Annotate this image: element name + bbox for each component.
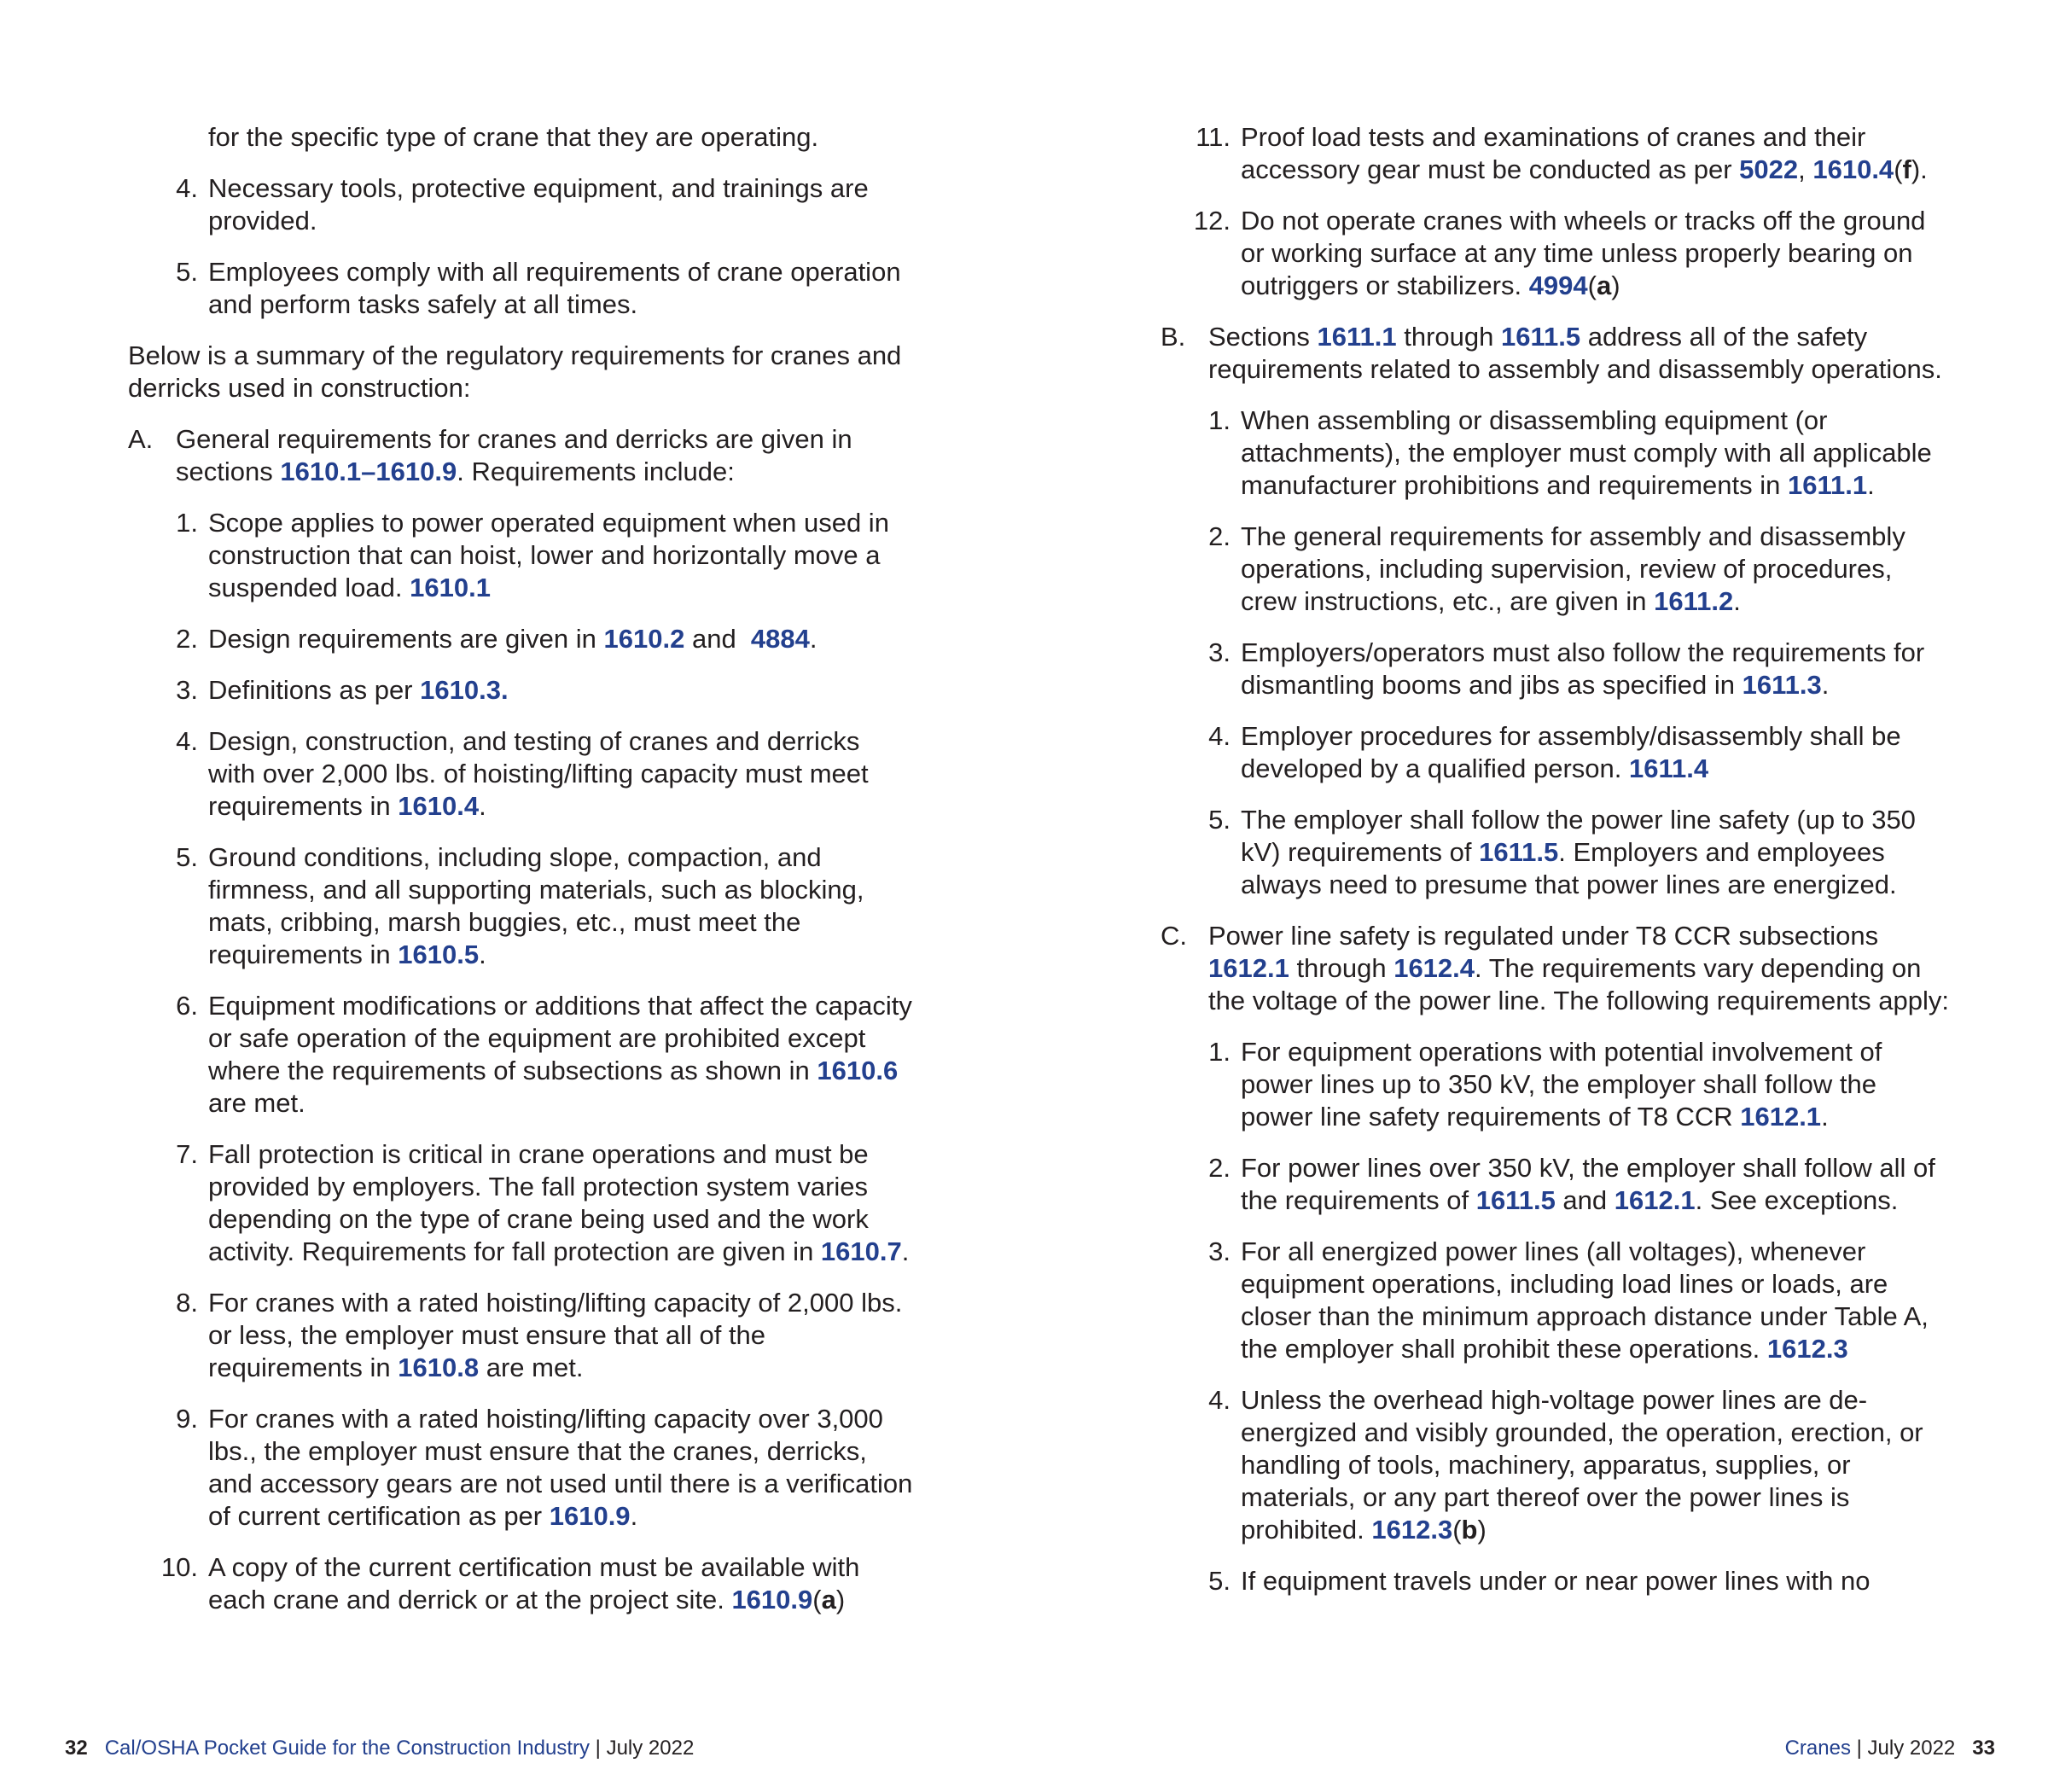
regulation-link[interactable]: 1610.4 [398, 791, 480, 821]
section-a-heading: A. General requirements for cranes and derricks are given in sections 1610.1–1610.9. Requirements include: [128, 424, 852, 486]
list-item: 4. Design, construction, and testing of cranes and derricks with over 2,000 lbs. of hoisting/lifting capacity must meet requirements in 1610.4. [176, 726, 869, 821]
publication-title: Cal/OSHA Pocket Guide for the Construction Industry [104, 1737, 590, 1760]
list-item: 5. The employer shall follow the power line safety (up to 350 kV) requirements of 1611.5. Employers and employees always need to presume that power lines are energized. [1208, 805, 1916, 899]
regulation-link[interactable]: 1612.4 [1393, 953, 1475, 983]
item-number: 7. [176, 1139, 198, 1169]
right-column [1161, 121, 1954, 1616]
list-item: 4. Unless the overhead high-voltage power lines are de-energized and visibly grounded, the operation, erection, or handling of tools, machinery, apparatus, supplies, or materials, or any part thereof over the power lines is prohibited. 1612.3(b) [1208, 1385, 1923, 1545]
list-item: 3. Employers/operators must also follow the requirements for dismantling booms and jibs as specified in 1611.3. [1208, 637, 1925, 700]
regulation-link[interactable]: 1611.5 [1475, 1185, 1556, 1215]
item-number: 4. [176, 726, 198, 756]
item-number: 1. [1208, 1037, 1231, 1067]
section-c-heading: C. Power line safety is regulated under T8 CCR subsections 1612.1 through 1612.4. The requirements vary depending on the voltage of the power line. The following requirements apply: [1161, 921, 1949, 1015]
item-number: 9. [176, 1404, 198, 1434]
list-item: 5. Ground conditions, including slope, compaction, and firmness, and all supporting materials, such as blocking, mats, cribbing, marsh buggies, etc., must meet the requirements in 1610.5. [176, 842, 864, 969]
section-letter: C. [1161, 921, 1187, 951]
item-number: 4. [1208, 1385, 1231, 1415]
regulation-link[interactable]: 4884 [750, 624, 810, 654]
regulation-link[interactable]: 5022 [1739, 154, 1799, 184]
list-item-continuation [128, 121, 913, 154]
list-item: 4. Employer procedures for assembly/disassembly shall be developed by a qualified person. 1611.4 [1208, 721, 1901, 783]
item-number: 12. [1193, 206, 1231, 236]
list-item: 3. Definitions as per 1610.3. [176, 675, 509, 705]
item-number: 11. [1196, 122, 1231, 152]
regulation-link[interactable]: 1612.3 [1766, 1334, 1848, 1364]
regulation-link[interactable]: 1610.1 [410, 573, 491, 602]
regulation-link[interactable]: 1612.1 [1208, 953, 1289, 983]
item-text: Employees comply with all requirements of crane operation and perform tasks safely at all times. [208, 257, 901, 319]
item-number: 1. [176, 508, 198, 538]
list-item: 2. For power lines over 350 kV, the employer shall follow all of the requirements of 1611.5 and 1612.1. See exceptions. [1208, 1153, 1935, 1215]
list-item: 1. For equipment operations with potential involvement of power lines up to 350 kV, the employer shall follow the power line safety requirements of T8 CCR 1612.1. [1208, 1037, 1882, 1132]
list-item: 6. Equipment modifications or additions that affect the capacity or safe operation of the equipment are prohibited except where the requirements of subsections as shown in 1610.6 are met. [176, 991, 912, 1118]
item-text: Necessary tools, protective equipment, and trainings are provided. [208, 173, 869, 236]
item-number: 8. [176, 1288, 198, 1318]
item-number: 2. [1208, 521, 1231, 551]
section-b-heading: B. Sections 1611.1 through 1611.5 address all of the safety requirements related to assembly and disassembly operations. [1161, 322, 1942, 384]
item-number: 5. [176, 257, 198, 287]
list-item [128, 256, 913, 321]
regulation-link[interactable]: 1612.3 [1371, 1515, 1453, 1545]
list-item: 1. When assembling or disassembling equipment (or attachments), the employer must comply with all applicable manufacturer prohibitions and requirements in 1611.1. [1208, 405, 1932, 500]
regulation-link[interactable]: 1610.4 [1812, 154, 1894, 184]
page-number: 32 [65, 1737, 88, 1760]
regulation-link[interactable]: 1611.4 [1629, 753, 1709, 783]
regulation-link[interactable]: 1611.1 [1317, 322, 1397, 352]
list-item: 5. If equipment travels under or near power lines with no [1208, 1566, 1871, 1596]
item-number: 3. [1208, 1236, 1231, 1266]
list-item: 10. A copy of the current certification must be available with each crane and derrick or at the project site. 1610.9(a) [160, 1552, 860, 1615]
regulation-link[interactable]: 1610.8 [398, 1353, 480, 1382]
regulation-link[interactable]: 1612.1 [1614, 1185, 1696, 1215]
regulation-link[interactable]: 1610.5 [398, 940, 480, 969]
regulation-link[interactable]: 1611.5 [1479, 837, 1559, 867]
regulation-link[interactable]: 1610.9 [549, 1501, 631, 1531]
item-number: 3. [1208, 637, 1231, 667]
regulation-link[interactable]: 1611.2 [1654, 586, 1734, 616]
left-column [128, 121, 913, 1635]
regulation-link[interactable]: 1610.3. [420, 675, 509, 705]
regulation-link[interactable]: 1611.5 [1501, 322, 1581, 352]
list-item: 2. Design requirements are given in 1610.2 and 4884. [176, 624, 817, 654]
item-number: 10. [160, 1552, 198, 1582]
item-text: for the specific type of crane that they are operating. [208, 122, 819, 152]
item-number: 2. [1208, 1153, 1231, 1183]
footer-left: 32 Cal/OSHA Pocket Guide for the Construction Industry | July 2022 [65, 1737, 695, 1760]
regulation-link[interactable]: 1610.6 [817, 1056, 899, 1085]
publication-date: July 2022 [606, 1737, 695, 1760]
regulation-link[interactable]: 1612.1 [1740, 1102, 1822, 1132]
list-item: 7. Fall protection is critical in crane operations and must be provided by employers. The fall protection system varies depending on the type of crane being used and the work activity. Requirements for fall protection are given in 1610.7. [176, 1139, 910, 1266]
list-item: 12. Do not operate cranes with wheels or tracks off the ground or working surface at any time unless properly bearing on outriggers or stabilizers. 4994(a) [1193, 206, 1926, 300]
section-letter: B. [1161, 322, 1186, 352]
regulation-link[interactable]: 1610.7 [820, 1236, 902, 1266]
list-item [128, 172, 913, 237]
list-item: 9. For cranes with a rated hoisting/lifting capacity over 3,000 lbs., the employer must ensure that the cranes, derricks, and accessory gears are not used until there is a verification of current certification as per 1610.9. [176, 1404, 913, 1531]
item-number: 2. [176, 624, 198, 654]
list-item: 2. The general requirements for assembly and disassembly operations, including supervision, review of procedures, crew instructions, etc., are given in 1611.2. [1208, 521, 1905, 616]
regulation-link[interactable]: 1610.9 [731, 1585, 813, 1615]
item-number: 3. [176, 675, 198, 705]
section-letter: A. [128, 424, 154, 454]
list-item: 1. Scope applies to power operated equipment when used in construction that can hoist, lower and horizontally move a suspended load. 1610.1 [176, 508, 889, 602]
item-number: 4. [176, 173, 198, 203]
regulation-link[interactable]: 1611.1 [1788, 470, 1868, 500]
regulation-link[interactable]: 1610.1–1610.9 [280, 457, 457, 486]
item-number: 5. [1208, 805, 1231, 835]
list-item: 8. For cranes with a rated hoisting/lifting capacity of 2,000 lbs. or less, the employer must ensure that all of the requirements in 1610.8 are met. [176, 1288, 903, 1382]
publication-date: July 2022 [1867, 1737, 1956, 1760]
item-number: 1. [1208, 405, 1231, 435]
page-number: 33 [1972, 1737, 1995, 1760]
item-number: 5. [1208, 1566, 1231, 1596]
regulation-link[interactable]: 1611.3 [1742, 670, 1822, 700]
section-name: Cranes [1784, 1737, 1851, 1760]
list-item: 3. For all energized power lines (all voltages), whenever equipment operations, including load lines or loads, are closer than the minimum approach distance under Table A, the employer shall prohibit these operations. 1612.3 [1208, 1236, 1929, 1364]
intro-paragraph: Below is a summary of the regulatory requirements for cranes and derricks used in construction: [128, 340, 902, 403]
regulation-link[interactable]: 4994 [1528, 271, 1588, 300]
item-number: 4. [1208, 721, 1231, 751]
regulation-link[interactable]: 1610.2 [603, 624, 685, 654]
list-item: 11. Proof load tests and examinations of cranes and their accessory gear must be conducted as per 5022, 1610.4(f). [1196, 122, 1928, 184]
item-number: 6. [176, 991, 198, 1021]
item-number: 5. [176, 842, 198, 872]
footer-right: Cranes | July 2022 33 [1784, 1737, 1995, 1760]
